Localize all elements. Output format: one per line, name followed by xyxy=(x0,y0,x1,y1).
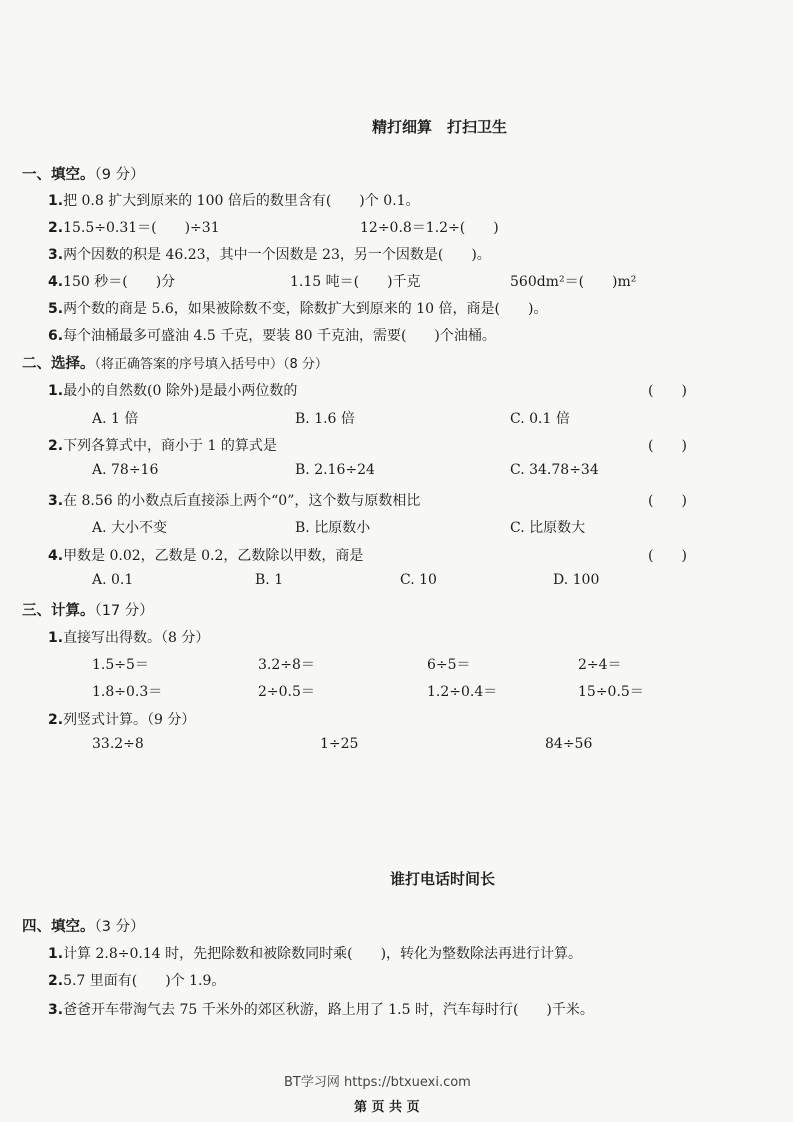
vertical-calc-item: 1÷25 xyxy=(320,736,359,752)
vertical-calc-item: 84÷56 xyxy=(545,736,593,752)
calc-item: 2÷0.5＝ xyxy=(258,684,315,700)
calc-item: 1.5÷5＝ xyxy=(92,657,149,673)
calc-item: 2÷4＝ xyxy=(578,657,622,673)
option-2-2-a: A. 78÷16 xyxy=(92,462,159,478)
question-1-4: 4.150 秒＝( )分 xyxy=(48,274,176,290)
answer-paren-2-3: ( ) xyxy=(648,493,687,509)
question-4-1: 1.计算 2.8÷0.14 时，先把除数和被除数同时乘( )，转化为整数除法再进行计算。 xyxy=(48,946,583,962)
subquestion-3-2: 2.列竖式计算。（9 分） xyxy=(48,712,196,728)
section-title-2: 谁打电话时间长 xyxy=(390,870,496,888)
option-2-3-a: A. 大小不变 xyxy=(92,520,168,536)
question-4-2: 2.5.7 里面有( )个 1.9。 xyxy=(48,973,226,989)
answer-paren-2-2: ( ) xyxy=(648,438,687,454)
option-2-2-b: B. 2.16÷24 xyxy=(295,462,375,478)
question-1-3: 3.两个因数的积是 46.23，其中一个因数是 23，另一个因数是( )。 xyxy=(48,247,491,263)
option-2-4-d: D. 100 xyxy=(553,572,600,588)
question-2-3: 3.在 8.56 的小数点后直接添上两个“0”，这个数与原数相比 xyxy=(48,493,421,509)
question-1-6: 6.每个油桶最多可盛油 4.5 千克，要装 80 千克油，需要( )个油桶。 xyxy=(48,328,496,344)
section-1-heading: 一、填空。（9 分） xyxy=(22,167,145,183)
calc-item: 15÷0.5＝ xyxy=(578,684,644,700)
question-2-2: 2.下列各算式中，商小于 1 的算式是 xyxy=(48,438,277,454)
question-1-2: 2.15.5÷0.31＝( )÷31 xyxy=(48,220,220,236)
calc-item: 1.2÷0.4＝ xyxy=(427,684,498,700)
option-2-3-b: B. 比原数小 xyxy=(295,520,371,536)
question-1-2b: 12÷0.8＝1.2÷( ) xyxy=(360,220,499,236)
question-1-1: 1.把 0.8 扩大到原来的 100 倍后的数里含有( )个 0.1。 xyxy=(48,193,420,209)
question-1-4b: 1.15 吨＝( )千克 xyxy=(290,274,421,290)
calc-item: 1.8÷0.3＝ xyxy=(92,684,163,700)
question-2-1: 1.最小的自然数(0 除外)是最小两位数的 xyxy=(48,383,298,399)
vertical-calc-item: 33.2÷8 xyxy=(92,736,144,752)
page-number: 第 页 共 页 xyxy=(354,1100,420,1115)
answer-paren-2-1: ( ) xyxy=(648,383,687,399)
subquestion-3-1: 1.直接写出得数。（8 分） xyxy=(48,630,210,646)
option-2-4-c: C. 10 xyxy=(400,572,437,588)
section-4-heading: 四、填空。（3 分） xyxy=(22,919,145,935)
question-1-5: 5.两个数的商是 5.6，如果被除数不变，除数扩大到原来的 10 倍，商是( )。 xyxy=(48,301,548,317)
option-2-1-c: C. 0.1 倍 xyxy=(510,411,570,427)
site-watermark: BT学习网 https://btxuexi.com xyxy=(284,1075,471,1090)
option-2-1-b: B. 1.6 倍 xyxy=(295,411,355,427)
question-1-4c: 560dm²＝( )m² xyxy=(510,274,637,290)
option-2-4-a: A. 0.1 xyxy=(92,572,134,588)
option-2-1-a: A. 1 倍 xyxy=(92,411,139,427)
option-2-3-c: C. 比原数大 xyxy=(510,520,586,536)
question-4-3: 3.爸爸开车带淘气去 75 千米外的郊区秋游，路上用了 1.5 时，汽车每时行( )千米。 xyxy=(48,1002,594,1018)
page-title: 精打细算 打扫卫生 xyxy=(372,118,508,136)
calc-item: 3.2÷8＝ xyxy=(258,657,315,673)
section-3-heading: 三、计算。（17 分） xyxy=(22,603,154,619)
answer-paren-2-4: ( ) xyxy=(648,548,687,564)
option-2-4-b: B. 1 xyxy=(255,572,284,588)
calc-item: 6÷5＝ xyxy=(427,657,471,673)
section-2-heading: 二、选择。（将正确答案的序号填入括号中）（8 分） xyxy=(22,356,328,372)
question-2-4: 4.甲数是 0.02，乙数是 0.2，乙数除以甲数，商是 xyxy=(48,548,364,564)
option-2-2-c: C. 34.78÷34 xyxy=(510,462,599,478)
